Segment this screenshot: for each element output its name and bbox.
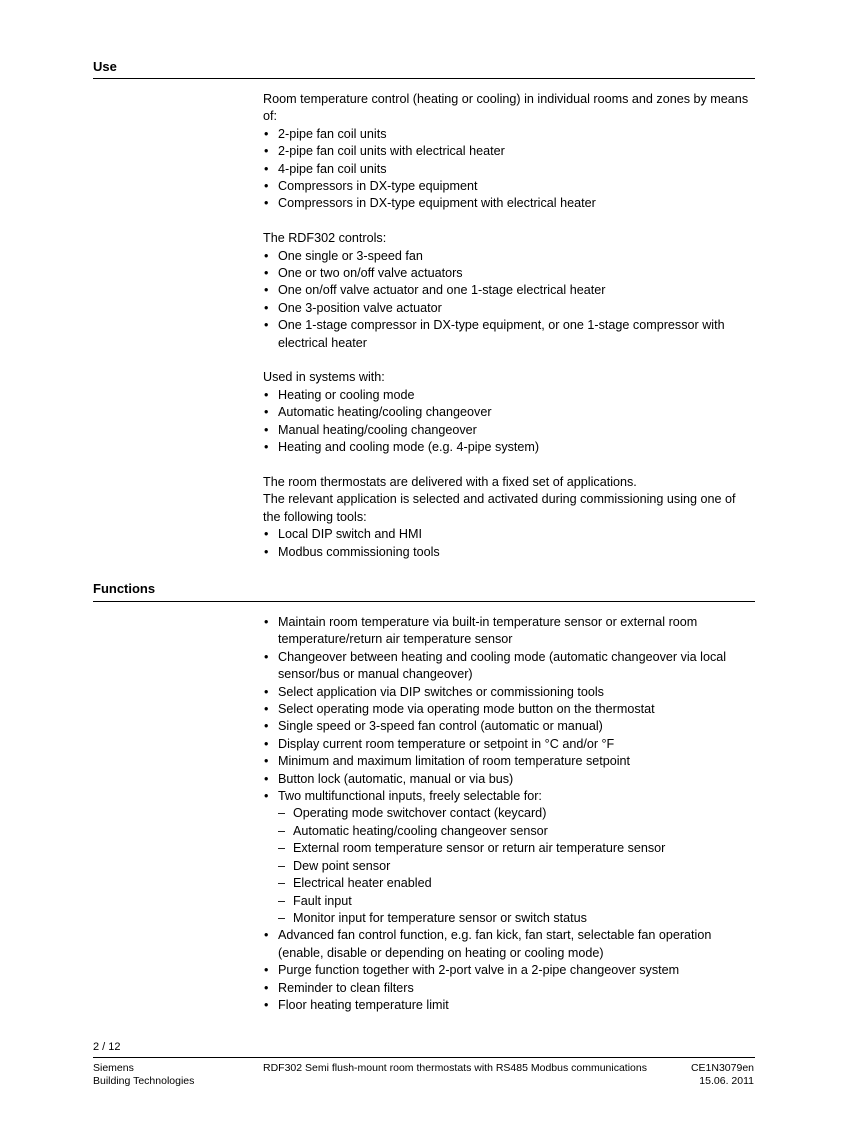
functions-body: [263, 614, 755, 1014]
controls-item: • One 3-position valve actuator: [263, 300, 755, 317]
systems-item: • Automatic heating/cooling changeover: [263, 404, 755, 421]
tools-item: • Local DIP switch and HMI: [263, 526, 755, 543]
function-item: • Display current room temperature or setpoint in °C and/or °F: [263, 736, 755, 753]
footer-company-line-2: Building Technologies: [93, 1075, 195, 1087]
input-option: – Electrical heater enabled: [263, 875, 755, 892]
functions-list: [263, 614, 755, 805]
controls-item: • One or two on/off valve actuators: [263, 265, 755, 282]
footer-doc-date: 15.06. 2011: [699, 1075, 754, 1087]
functions-heading-rule: [93, 601, 755, 602]
paragraph-gap: [263, 213, 755, 230]
input-option: – Monitor input for temperature sensor or switch status: [263, 910, 755, 927]
function-item: • Maintain room temperature via built-in temperature sensor or external room temperature/return air temperature sensor: [263, 614, 755, 649]
tools-list: [263, 526, 755, 561]
footer-doc-code: CE1N3079en: [690, 1062, 754, 1074]
function-item: • Advanced fan control function, e.g. fan kick, fan start, selectable fan operation (enable, disable or depending on heating or cooling mode): [263, 927, 755, 962]
function-item: • Reminder to clean filters: [263, 980, 755, 997]
tools-item: • Modbus commissioning tools: [263, 544, 755, 561]
function-item: • Button lock (automatic, manual or via bus): [263, 771, 755, 788]
controls-item: • One on/off valve actuator and one 1-stage electrical heater: [263, 282, 755, 299]
input-option: – External room temperature sensor or return air temperature sensor: [263, 840, 755, 857]
controls-item: • One 1-stage compressor in DX-type equipment, or one 1-stage compressor with electrical heater: [263, 317, 755, 352]
use-intro: Room temperature control (heating or cooling) in individual rooms and zones by means of:: [263, 92, 749, 124]
function-item: • Changeover between heating and cooling mode (automatic changeover via local sensor/bus or manual changeover): [263, 649, 755, 684]
use-heading: Use: [93, 59, 117, 74]
unit-item: • Compressors in DX-type equipment with electrical heater: [263, 195, 755, 212]
controls-intro: The RDF302 controls:: [263, 231, 387, 246]
unit-item: • 2-pipe fan coil units with electrical heater: [263, 143, 755, 160]
function-item: • Floor heating temperature limit: [263, 997, 755, 1014]
use-heading-rule: [93, 78, 755, 79]
function-item: • Purge function together with 2-port valve in a 2-pipe changeover system: [263, 962, 755, 979]
function-item: • Minimum and maximum limitation of room temperature setpoint: [263, 753, 755, 770]
function-item: • Single speed or 3-speed fan control (automatic or manual): [263, 718, 755, 735]
input-option: – Automatic heating/cooling changeover sensor: [263, 823, 755, 840]
input-option: – Dew point sensor: [263, 858, 755, 875]
footer-company-line-1: Siemens: [93, 1062, 134, 1074]
unit-item: • Compressors in DX-type equipment: [263, 178, 755, 195]
unit-item: • 4-pipe fan coil units: [263, 161, 755, 178]
footer-company: [93, 1062, 194, 1088]
input-option: – Operating mode switchover contact (keycard): [263, 805, 755, 822]
paragraph-gap: [263, 457, 755, 474]
controls-item: • One single or 3-speed fan: [263, 248, 755, 265]
functions-heading: Functions: [93, 581, 156, 596]
inputs-sublist: [263, 805, 755, 927]
function-item: • Select operating mode via operating mode button on the thermostat: [263, 701, 755, 718]
page-number: 2 / 12: [93, 1041, 121, 1053]
footer-doc-info: [691, 1062, 754, 1088]
functions-list-continued: [263, 927, 755, 1014]
systems-list: [263, 387, 755, 457]
apps-line-1: The room thermostats are delivered with a fixed set of applications.: [263, 474, 637, 489]
apps-line-2: The relevant application is selected and activated during commissioning using one of the following tools:: [263, 492, 736, 524]
footer-doc-title: RDF302 Semi flush-mount room thermostats with RS485 Modbus communications: [263, 1062, 647, 1074]
controls-list: [263, 248, 755, 352]
unit-item: • 2-pipe fan coil units: [263, 126, 755, 143]
systems-intro: Used in systems with:: [263, 370, 385, 385]
function-item: • Select application via DIP switches or commissioning tools: [263, 684, 755, 701]
footer-rule: [93, 1057, 755, 1058]
use-body: [263, 91, 755, 561]
unit-list: [263, 126, 755, 213]
systems-item: • Heating or cooling mode: [263, 387, 755, 404]
function-item: • Two multifunctional inputs, freely selectable for:: [263, 788, 755, 805]
systems-item: • Manual heating/cooling changeover: [263, 422, 755, 439]
input-option: – Fault input: [263, 893, 755, 910]
paragraph-gap: [263, 352, 755, 369]
systems-item: • Heating and cooling mode (e.g. 4-pipe system): [263, 439, 755, 456]
